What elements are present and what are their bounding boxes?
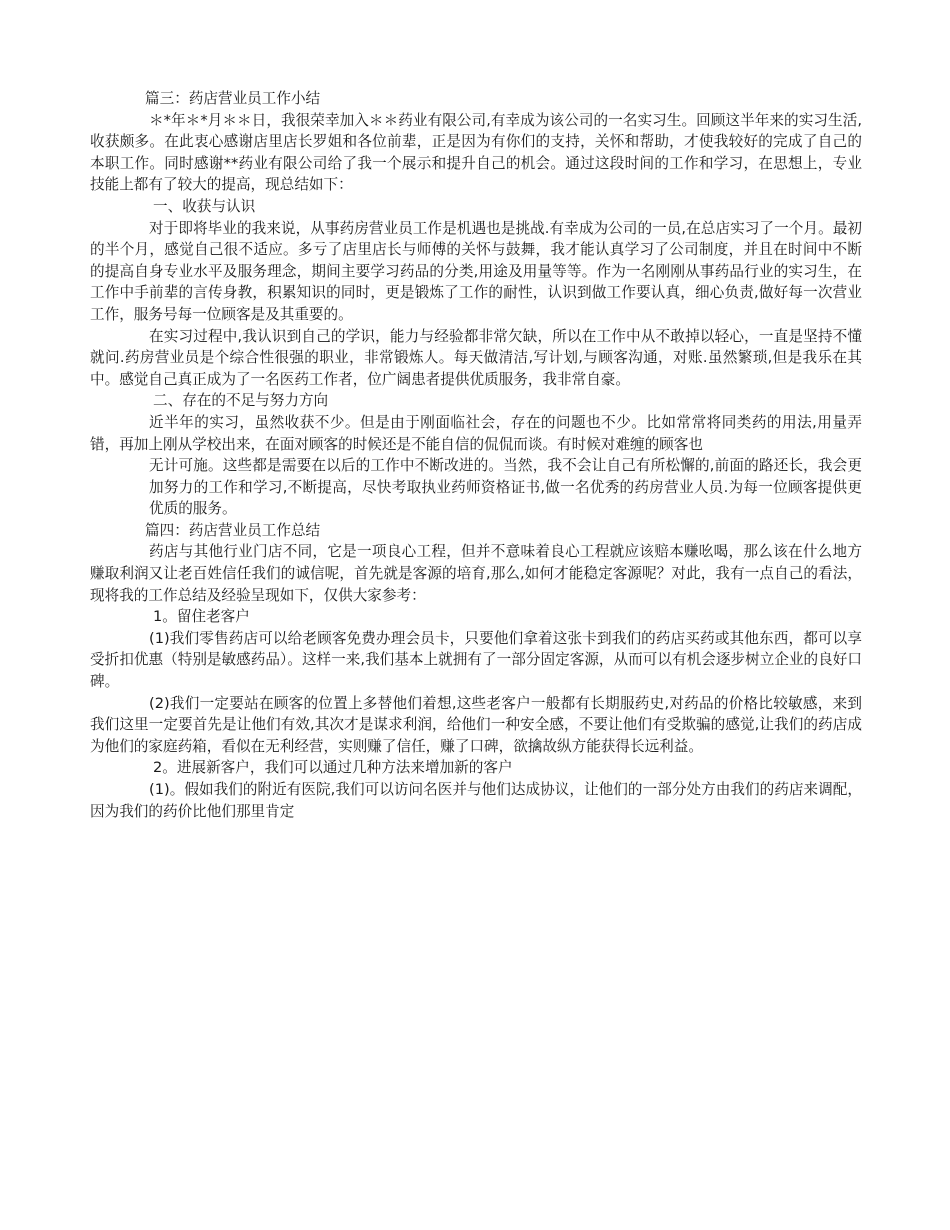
paragraph: 药店与其他行业门店不同，它是一项良心工程，但并不意味着良心工程就应该赔本赚吆喝，那么该在什么地方赚取利润又让老百姓信任我们的诚信呢，首先就是客源的培育,那么,如何才能稳定客源呢？对此，我有一点自己的看法，现将我的工作总结及经验呈现如下，仅供大家参考： <box>90 543 862 604</box>
paragraph: 无计可施。这些都是需要在以后的工作中不断改进的。当然，我不会让自己有所松懈的,前面的路还长，我会更加努力的工作和学习,不断提高，尽快考取执业药师资格证书,做一名优秀的药房营业人员.为每一位顾客提供更优质的服务。 <box>149 457 862 518</box>
subsection-heading: 二、存在的不足与努力方向 <box>153 392 329 410</box>
paragraph: 在实习过程中,我认识到自己的学识，能力与经验都非常欠缺，所以在工作中从不敢掉以轻心，一直是坚持不懂就问.药房营业员是个综合性很强的职业，非常锻炼人。每天做清洁,写计划,与顾客沟通，对账.虽然繁琐,但是我乐在其中。感觉自己真正成为了一名医药工作者，位广阔患者提供优质服务，我非常自豪。 <box>90 327 862 388</box>
subsection-heading: 2。进展新客户，我们可以通过几种方法来增加新的客户 <box>153 759 513 777</box>
paragraph: (1)。假如我们的附近有医院,我们可以访问名医并与他们达成协议，让他们的一部分处方由我们的药店来调配，因为我们的药价比他们那里肯定 <box>90 781 862 820</box>
subsection-heading: 一、收获与认识 <box>153 197 256 215</box>
paragraph: (2)我们一定要站在顾客的位置上多替他们着想,这些老客户一般都有长期服药史,对药品的价格比较敏感，来到我们这里一定要首先是让他们有效,其次才是谋求利润，给他们一种安全感，不要让他们有受欺骗的感觉,让我们的药店成为他们的家庭药箱，看似在无利经营，实则赚了信任，赚了口碑，欲擒故纵方能获得长远利益。 <box>90 694 862 755</box>
subsection-heading: 1。留住老客户 <box>153 608 250 626</box>
paragraph: ＊*年＊*月＊＊日，我很荣幸加入＊＊药业有限公司,有幸成为该公司的一名实习生。回顾这半年来的实习生活,收获颇多。在此衷心感谢店里店长罗姐和各位前辈，正是因为有你们的支持，关怀和帮助，才使我较好的完成了自己的本职工作。同时感谢**药业有限公司给了我一个展示和提升自己的机会。通过这段时间的工作和学习，在思想上，专业技能上都有了较大的提高，现总结如下： <box>90 111 862 194</box>
paragraph: 对于即将毕业的我来说，从事药房营业员工作是机遇也是挑战.有幸成为公司的一员,在总店实习了一个月。最初的半个月，感觉自己很不适应。多亏了店里店长与师傅的关怀与鼓舞，我才能认真学习了公司制度，并且在时间中不断的提高自身专业水平及服务理念，期间主要学习药品的分类,用途及用量等等。作为一名刚刚从事药品行业的实习生，在工作中手前辈的言传身教，积累知识的同时，更是锻炼了工作的耐性，认识到做工作要认真，细心负责,做好每一次营业工作，服务号每一位顾客是及其重要的。 <box>90 219 862 323</box>
paragraph: (1)我们零售药店可以给老顾客免费办理会员卡，只要他们拿着这张卡到我们的药店买药或其他东西，都可以享受折扣优惠（特别是敏感药品）。这样一来,我们基本上就拥有了一部分固定客源，从而可以有机会逐步树立企业的良好口碑。 <box>90 629 862 691</box>
section-heading: 篇三：药店营业员工作小结 <box>145 90 321 107</box>
section-heading: 篇四：药店营业员工作总结 <box>145 521 321 539</box>
paragraph: 近半年的实习，虽然收获不少。但是由于刚面临社会，存在的问题也不少。比如常常将同类药的用法,用量弄错，再加上刚从学校出来，在面对顾客的时候还是不能自信的侃侃而谈。有时候对难缠的顾客也 <box>90 413 862 453</box>
document-body <box>90 88 862 822</box>
